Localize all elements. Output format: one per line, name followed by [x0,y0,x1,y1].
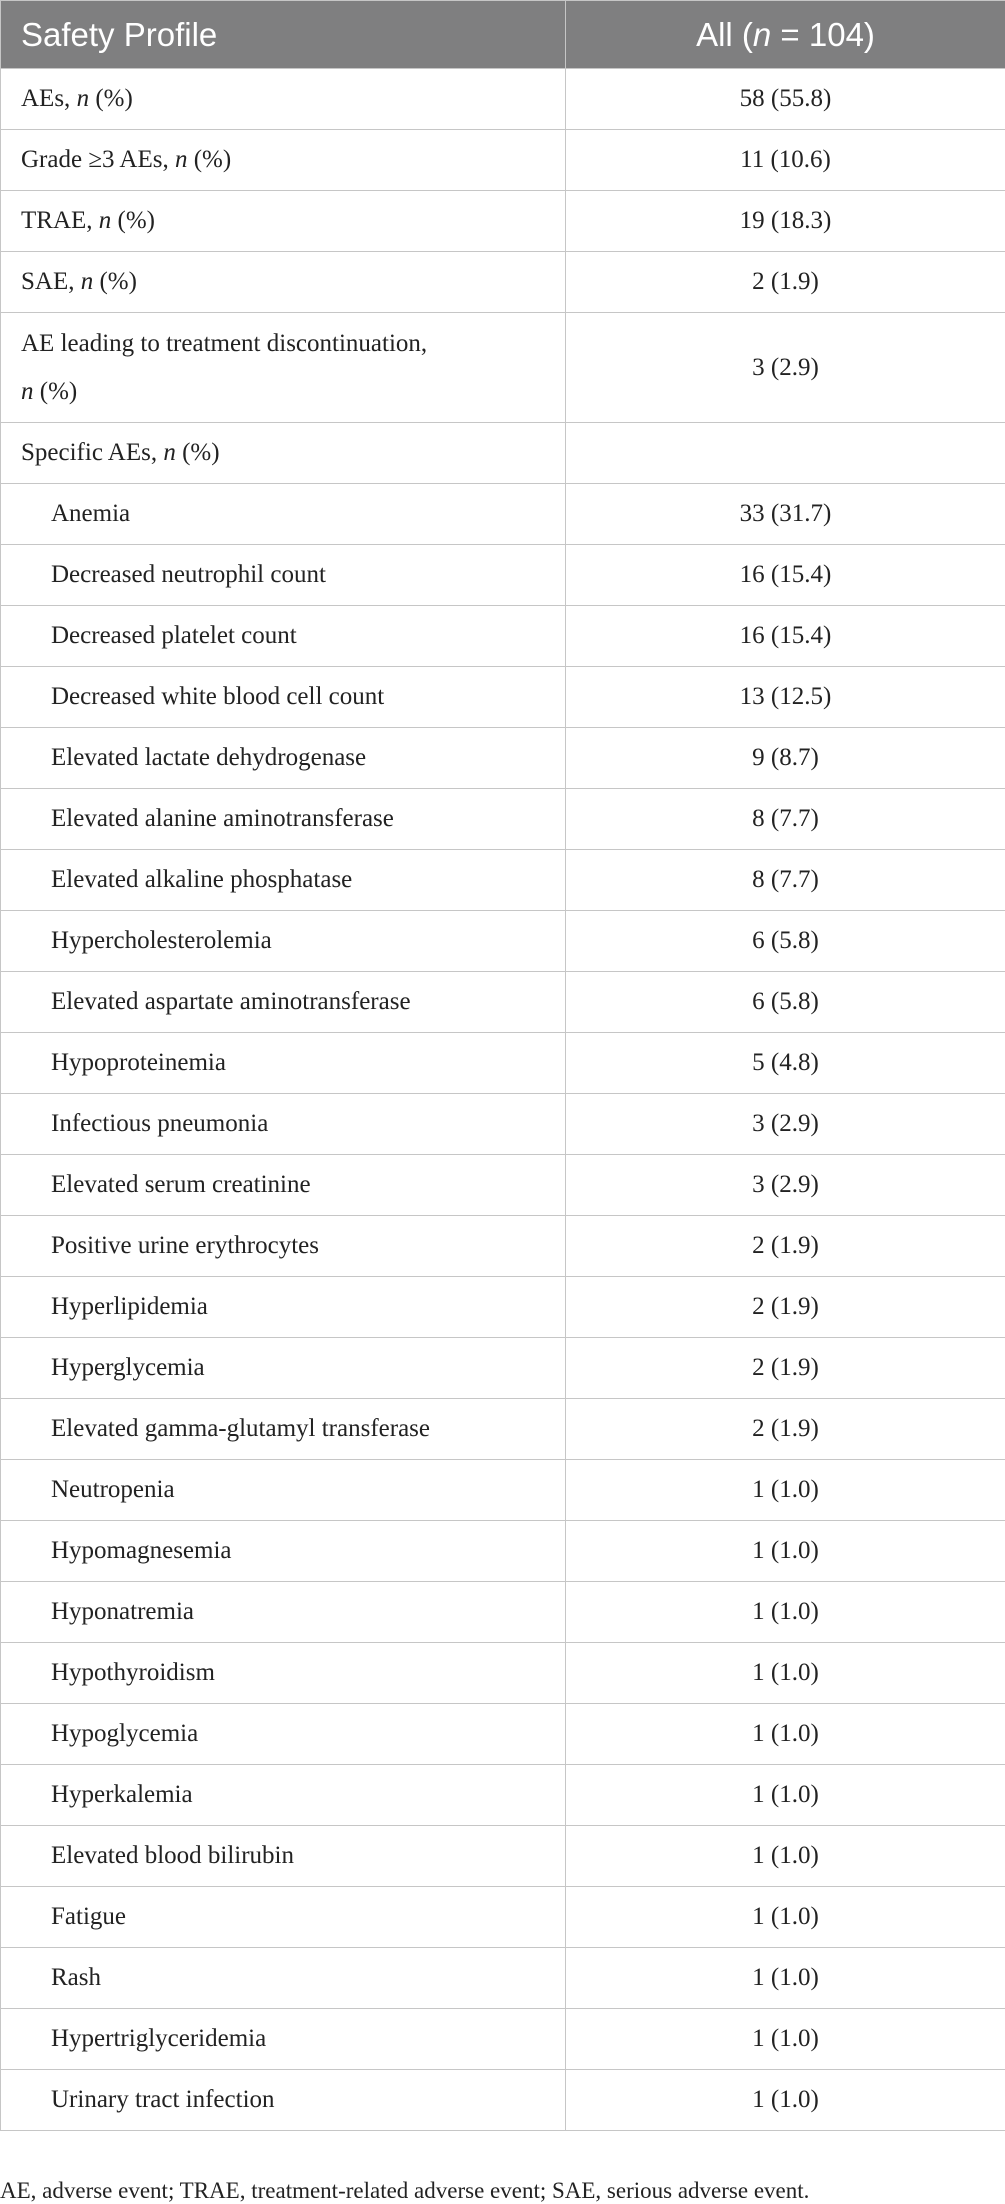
table-row-specific-ae [1,1826,1005,1887]
specific-ae-value: 13 (12.5) [566,667,1005,728]
table-row-specific-ae [1,1399,1005,1460]
specific-ae-label: Elevated gamma-glutamyl transferase [1,1399,566,1460]
specific-ae-label: Positive urine erythrocytes [1,1216,566,1277]
specific-ae-label: Elevated blood bilirubin [1,1826,566,1887]
label-text: TRAE, [21,207,99,234]
table-row-specific-ae [1,667,1005,728]
specific-ae-label: Hypoproteinemia [1,1033,566,1094]
table-row-specific-ae [1,1277,1005,1338]
specific-ae-value: 2 (1.9) [566,1399,1005,1460]
specific-ae-label: Infectious pneumonia [1,1094,566,1155]
label-line1: AE leading to treatment discontinuation, [21,320,565,368]
specific-ae-label: Hypomagnesemia [1,1521,566,1582]
section-row-specific-aes [1,423,1005,484]
row-value: 11 (10.6) [566,130,1005,191]
specific-ae-value: 2 (1.9) [566,1277,1005,1338]
label-n: n [175,146,188,173]
specific-ae-label: Hypercholesterolemia [1,911,566,972]
table-row-specific-ae [1,1521,1005,1582]
table-row-specific-ae [1,545,1005,606]
specific-ae-value: 1 (1.0) [566,1948,1005,2009]
specific-ae-value: 1 (1.0) [566,1704,1005,1765]
table-row-specific-ae [1,972,1005,1033]
label-n: n [81,268,94,295]
specific-ae-value: 8 (7.7) [566,789,1005,850]
table-row-specific-ae [1,1948,1005,2009]
label-suffix: (%) [187,146,231,173]
table-row-specific-ae [1,1216,1005,1277]
specific-ae-value: 1 (1.0) [566,1887,1005,1948]
table-row-specific-ae [1,1338,1005,1399]
specific-ae-label: Hyperkalemia [1,1765,566,1826]
table-row-specific-ae [1,1460,1005,1521]
row-label [1,191,566,252]
specific-ae-label: Elevated lactate dehydrogenase [1,728,566,789]
table-row-specific-ae [1,1887,1005,1948]
header-all-suffix: = 104) [771,16,875,53]
table-row-specific-ae [1,1704,1005,1765]
specific-ae-label: Hyponatremia [1,1582,566,1643]
row-value: 19 (18.3) [566,191,1005,252]
specific-ae-label: Neutropenia [1,1460,566,1521]
label-n: n [163,439,176,466]
table-footnote: AE, adverse event; TRAE, treatment-related adverse event; SAE, serious adverse event. [0,2178,809,2204]
row-value: 58 (55.8) [566,69,1005,130]
label-n: n [21,378,34,405]
specific-ae-value: 1 (1.0) [566,1765,1005,1826]
specific-ae-value: 3 (2.9) [566,1094,1005,1155]
table-row [1,69,1005,130]
specific-ae-value: 1 (1.0) [566,1521,1005,1582]
table-row-specific-ae [1,2009,1005,2070]
specific-ae-value: 6 (5.8) [566,972,1005,1033]
specific-ae-value: 1 (1.0) [566,1826,1005,1887]
row-label [1,130,566,191]
specific-ae-label: Decreased platelet count [1,606,566,667]
specific-ae-value: 2 (1.9) [566,1216,1005,1277]
table-row-specific-ae [1,850,1005,911]
specific-ae-label: Anemia [1,484,566,545]
table-row-specific-ae [1,911,1005,972]
specific-ae-value: 8 (7.7) [566,850,1005,911]
row-label [1,252,566,313]
label-suffix: (%) [111,207,155,234]
row-value-empty [566,423,1005,484]
specific-ae-label: Urinary tract infection [1,2070,566,2131]
header-safety-profile: Safety Profile [1,1,566,69]
specific-ae-value: 1 (1.0) [566,1643,1005,1704]
specific-ae-label: Elevated alanine aminotransferase [1,789,566,850]
specific-ae-value: 33 (31.7) [566,484,1005,545]
table-row-specific-ae [1,1582,1005,1643]
table-row [1,313,1005,423]
row-value: 3 (2.9) [566,313,1005,423]
table-row-specific-ae [1,1155,1005,1216]
table-row-specific-ae [1,606,1005,667]
specific-ae-value: 1 (1.0) [566,2070,1005,2131]
table-row [1,191,1005,252]
label-suffix: (%) [34,378,78,405]
label-text: Grade ≥3 AEs, [21,146,175,173]
specific-ae-label: Hypothyroidism [1,1643,566,1704]
specific-ae-label: Elevated alkaline phosphatase [1,850,566,911]
table-row-specific-ae [1,728,1005,789]
specific-ae-label: Hypertriglyceridemia [1,2009,566,2070]
table-row-specific-ae [1,1033,1005,1094]
label-line2 [21,368,565,416]
row-value: 2 (1.9) [566,252,1005,313]
specific-ae-value: 1 (1.0) [566,1460,1005,1521]
header-all [566,1,1005,69]
row-label [1,313,566,423]
table-row-specific-ae [1,1094,1005,1155]
label-text: SAE, [21,268,81,295]
specific-ae-value: 2 (1.9) [566,1338,1005,1399]
table-header-row [1,1,1005,69]
specific-ae-label: Hyperlipidemia [1,1277,566,1338]
label-text: Specific AEs, [21,439,163,466]
specific-ae-value: 3 (2.9) [566,1155,1005,1216]
specific-ae-label: Hyperglycemia [1,1338,566,1399]
specific-ae-label: Decreased white blood cell count [1,667,566,728]
specific-ae-value: 1 (1.0) [566,2009,1005,2070]
specific-ae-label: Elevated aspartate aminotransferase [1,972,566,1033]
specific-ae-value: 16 (15.4) [566,606,1005,667]
specific-ae-value: 16 (15.4) [566,545,1005,606]
specific-ae-label: Rash [1,1948,566,2009]
label-n: n [99,207,112,234]
table-row-specific-ae [1,2070,1005,2131]
specific-ae-label: Decreased neutrophil count [1,545,566,606]
header-all-prefix: All ( [696,16,753,53]
label-suffix: (%) [89,85,133,112]
specific-ae-value: 1 (1.0) [566,1582,1005,1643]
specific-ae-value: 5 (4.8) [566,1033,1005,1094]
table-row-specific-ae [1,484,1005,545]
header-all-n: n [753,16,771,53]
table-row-specific-ae [1,1643,1005,1704]
label-n: n [77,85,90,112]
row-label [1,69,566,130]
specific-ae-label: Hypoglycemia [1,1704,566,1765]
label-suffix: (%) [93,268,137,295]
label-text: AEs, [21,85,77,112]
specific-ae-label: Fatigue [1,1887,566,1948]
table-row [1,130,1005,191]
row-label [1,423,566,484]
table-row [1,252,1005,313]
label-suffix: (%) [176,439,220,466]
specific-ae-value: 6 (5.8) [566,911,1005,972]
table-row-specific-ae [1,1765,1005,1826]
table-row-specific-ae [1,789,1005,850]
specific-ae-label: Elevated serum creatinine [1,1155,566,1216]
specific-ae-value: 9 (8.7) [566,728,1005,789]
